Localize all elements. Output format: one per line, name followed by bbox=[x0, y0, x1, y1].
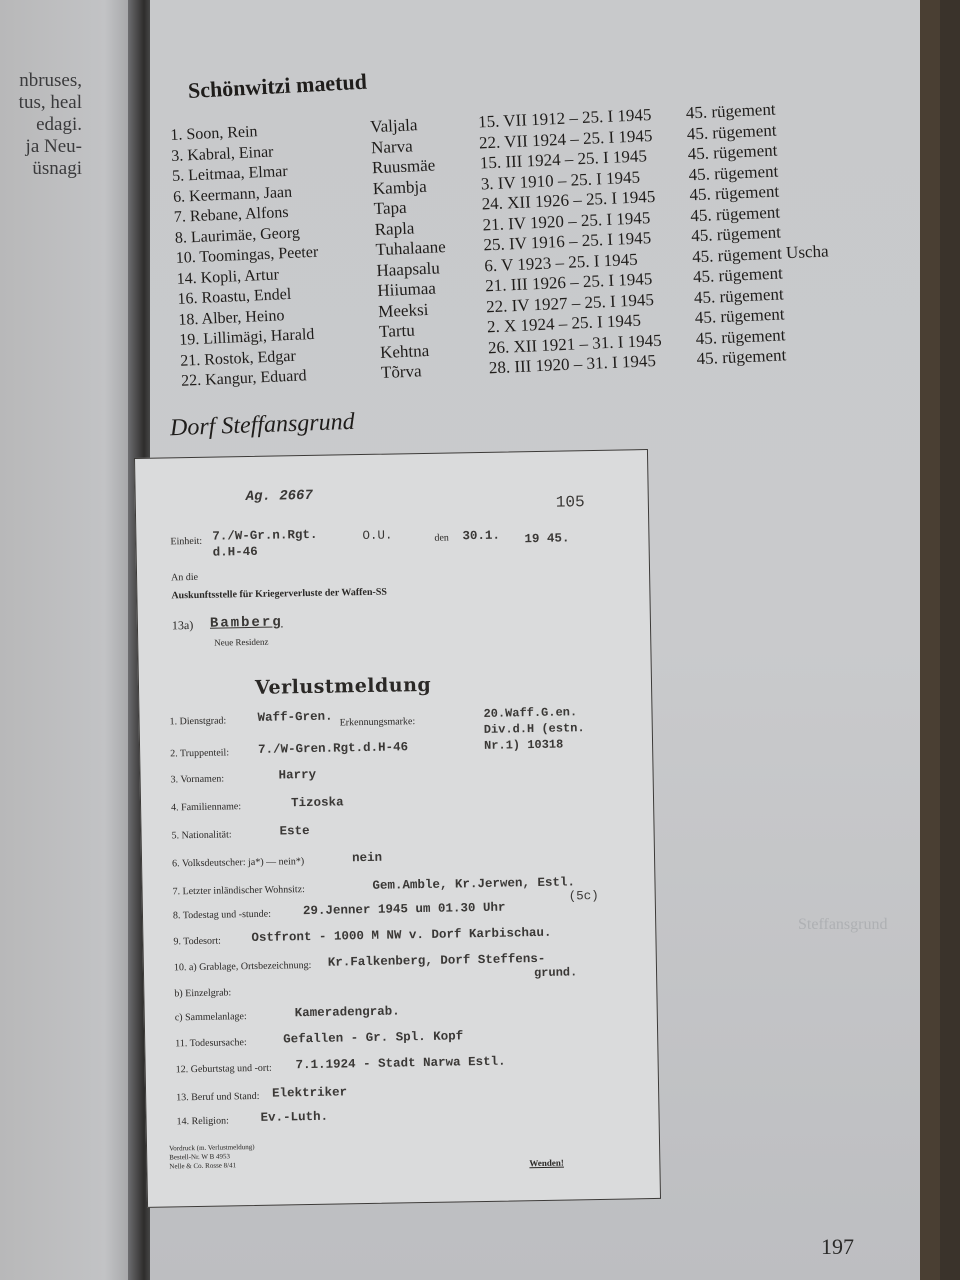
field-label: c) Sammelanlage: bbox=[174, 1011, 247, 1024]
footer-line: Nelle & Co. Rosse 8/41 bbox=[169, 1161, 237, 1171]
burial-name: 19. Lillimägi, Harald bbox=[178, 325, 315, 349]
erkennung-line-1: 20.Waff.G.en. bbox=[483, 705, 578, 721]
field-value: Harry bbox=[278, 767, 317, 783]
field-label: 11. Todesursache: bbox=[175, 1037, 247, 1050]
field-value: Gem.Amble, Kr.Jerwen, Estl. bbox=[372, 875, 576, 893]
addressee: Auskunftsstelle für Kriegerverluste der Waffen-SS bbox=[171, 586, 388, 602]
field-value: Kameradengrab. bbox=[294, 1004, 400, 1021]
field-value: nein bbox=[351, 850, 383, 866]
form-title: Verlustmeldung bbox=[254, 673, 432, 699]
burial-unit: 45. rügement bbox=[696, 345, 787, 369]
field-label: 6. Volksdeutscher: ja*) — nein*) bbox=[171, 856, 305, 870]
field-value: 7./W-Gren.Rgt.d.H-46 bbox=[257, 740, 409, 757]
erkennung-line-3: Nr.1) 10318 bbox=[483, 737, 564, 753]
burial-name: 1. Soon, Rein bbox=[170, 123, 258, 144]
field-value: Waff-Gren. bbox=[257, 709, 333, 725]
burial-name: 22. Kangur, Eduard bbox=[180, 367, 307, 390]
field-value: Kr.Falkenberg, Dorf Steffens- bbox=[327, 951, 546, 970]
field-label: 2. Truppenteil: bbox=[170, 747, 230, 760]
an-die-label: An die bbox=[171, 571, 199, 584]
burial-place: Tuhalaane bbox=[375, 237, 447, 260]
left-line: üsnagi bbox=[32, 158, 82, 179]
burial-place: Tõrva bbox=[380, 361, 422, 383]
burial-dates: 6. V 1923 – 25. I 1945 bbox=[483, 249, 638, 275]
erkennung-label: Erkennungsmarke: bbox=[339, 716, 416, 729]
burial-name: 7. Rebane, Alfons bbox=[173, 203, 289, 226]
burial-name: 3. Kabral, Einar bbox=[170, 143, 274, 165]
einheit-label: Einheit: bbox=[170, 535, 203, 548]
left-page-text bbox=[0, 70, 82, 180]
wenden-label: Wenden! bbox=[529, 1157, 564, 1169]
city-sub: Neue Residenz bbox=[214, 636, 269, 648]
burial-dates: 22. VII 1924 – 25. I 1945 bbox=[478, 125, 653, 153]
burial-dates: 25. IV 1916 – 25. I 1945 bbox=[483, 228, 652, 255]
field-value: Ev.-Luth. bbox=[260, 1109, 329, 1125]
burial-unit: 45. rügement bbox=[685, 99, 776, 123]
city: Bamberg bbox=[209, 614, 283, 632]
burial-place: Tartu bbox=[378, 320, 416, 342]
section-title: Dorf Steffansgrund bbox=[169, 408, 356, 442]
burial-dates: 26. XII 1921 – 31. I 1945 bbox=[487, 330, 662, 357]
field-label: b) Einzelgrab: bbox=[174, 987, 232, 1000]
burial-dates: 2. X 1924 – 25. I 1945 bbox=[486, 310, 642, 337]
left-line: nbruses, bbox=[19, 70, 82, 91]
page-number: 197 bbox=[821, 1234, 854, 1259]
burial-place: Ruusmäe bbox=[371, 155, 436, 178]
burial-name: 6. Keermann, Jaan bbox=[172, 183, 293, 206]
doc-number: 105 bbox=[555, 493, 585, 512]
right-page bbox=[150, 0, 940, 1280]
field-value: 7.1.1924 - Stadt Narwa Estl. bbox=[295, 1054, 506, 1073]
field-label: 7. Letzter inländischer Wohnsitz: bbox=[172, 884, 305, 898]
burial-list bbox=[170, 96, 867, 392]
burial-unit: 45. rügement bbox=[690, 222, 782, 246]
field-value: Elektriker bbox=[271, 1085, 348, 1101]
burial-unit: 45. rügement bbox=[695, 324, 786, 348]
page-heading: Schönwitzi maetud bbox=[187, 68, 368, 103]
burial-unit: 45. rügement bbox=[694, 304, 785, 328]
report-date: 30.1. bbox=[462, 528, 501, 544]
burial-unit: 45. rügement bbox=[689, 181, 780, 205]
field-label: 13. Beruf und Stand: bbox=[176, 1090, 260, 1104]
field-label: 12. Geburtstag und -ort: bbox=[175, 1062, 272, 1076]
burial-dates: 21. III 1926 – 25. I 1945 bbox=[484, 269, 653, 296]
footer-line: Vordruck (m. Verlustmeldung) bbox=[168, 1143, 255, 1153]
burial-name: 8. Laurimäe, Georg bbox=[174, 223, 301, 247]
burial-unit: 45. rügement bbox=[692, 263, 784, 287]
loss-report-document bbox=[134, 449, 661, 1208]
burial-dates: 28. III 1920 – 31. I 1945 bbox=[488, 351, 657, 378]
burial-place: Rapla bbox=[374, 217, 415, 239]
handwritten-ref: Ag. 2667 bbox=[245, 487, 314, 506]
field-value: Gefallen - Gr. Spl. Kopf bbox=[283, 1029, 464, 1047]
grund-tail: grund. bbox=[533, 965, 578, 981]
burial-dates: 21. IV 1920 – 25. I 1945 bbox=[482, 207, 651, 234]
burial-place: Haapsalu bbox=[376, 257, 441, 280]
field-value: Tizoska bbox=[290, 795, 344, 811]
burial-place: Hiiumaa bbox=[376, 278, 437, 301]
den-label: den bbox=[434, 532, 449, 544]
left-line: edagi. bbox=[36, 114, 82, 135]
report-year: 19 45. bbox=[524, 531, 570, 547]
field-label: 3. Vornamen: bbox=[170, 773, 225, 786]
footer-line: Bestell-Nr. W B 4953 bbox=[169, 1152, 231, 1162]
field-label: 14. Religion: bbox=[176, 1115, 229, 1128]
city-prefix: 13a) bbox=[171, 617, 194, 633]
field-label: 10. a) Grablage, Ortsbezeichnung: bbox=[173, 959, 312, 974]
page-edge bbox=[920, 0, 940, 1280]
burial-dates: 15. VII 1912 – 25. I 1945 bbox=[477, 104, 652, 132]
burial-name: 10. Toomingas, Peeter bbox=[175, 243, 319, 267]
burial-place: Valjala bbox=[369, 115, 418, 137]
field-label: 9. Todesort: bbox=[173, 935, 221, 948]
burial-unit: 45. rügement bbox=[688, 161, 779, 184]
field-label: 5. Nationalität: bbox=[171, 829, 232, 842]
burial-dates: 3. IV 1910 – 25. I 1945 bbox=[480, 167, 641, 193]
burial-dates: 24. XII 1926 – 25. I 1945 bbox=[481, 186, 656, 214]
field-value: Ostfront - 1000 M NW v. Dorf Karbischau. bbox=[251, 925, 552, 946]
burial-place: Kehtna bbox=[379, 340, 430, 362]
burial-unit: 45. rügement Uscha bbox=[691, 240, 829, 266]
burial-name: 18. Alber, Heino bbox=[178, 306, 285, 329]
burial-name: 21. Rostok, Edgar bbox=[179, 347, 297, 370]
field-label: 1. Dienstgrad: bbox=[169, 715, 227, 728]
einheit-value-2: d.H-46 bbox=[212, 544, 258, 560]
ou-label: O.U. bbox=[362, 528, 393, 544]
sc-note: (5c) bbox=[568, 888, 599, 904]
erkennung-line-2: Div.d.H (estn. bbox=[483, 721, 585, 737]
burial-dates: 22. IV 1927 – 25. I 1945 bbox=[485, 289, 655, 316]
burial-place: Meeksi bbox=[377, 299, 429, 321]
burial-unit: 45. rügement bbox=[686, 120, 777, 143]
einheit-value: 7./W-Gr.n.Rgt. bbox=[212, 527, 318, 544]
field-label: 8. Todestag und -stunde: bbox=[172, 908, 272, 922]
left-line: ja Neu- bbox=[25, 136, 82, 157]
field-value: Este bbox=[279, 823, 310, 839]
field-value: 29.Jenner 1945 um 01.30 Uhr bbox=[302, 900, 506, 919]
left-line: tus, heal bbox=[18, 92, 82, 113]
footer-small-print bbox=[169, 1143, 255, 1171]
burial-unit: 45. rügement bbox=[689, 201, 781, 225]
faded-text: Steffansgrund bbox=[798, 916, 888, 933]
burial-place: Tapa bbox=[373, 197, 407, 219]
burial-name: 16. Roastu, Endel bbox=[177, 285, 292, 308]
burial-place: Kambja bbox=[372, 176, 428, 198]
burial-unit: 45. rügement bbox=[687, 140, 778, 164]
burial-name: 14. Kopli, Artur bbox=[176, 265, 280, 288]
burial-name: 5. Leitmaa, Elmar bbox=[171, 162, 288, 185]
burial-place: Narva bbox=[370, 135, 414, 157]
burial-dates: 15. III 1924 – 25. I 1945 bbox=[479, 146, 648, 173]
burial-unit: 45. rügement bbox=[693, 283, 785, 307]
field-label: 4. Familienname: bbox=[171, 801, 242, 814]
